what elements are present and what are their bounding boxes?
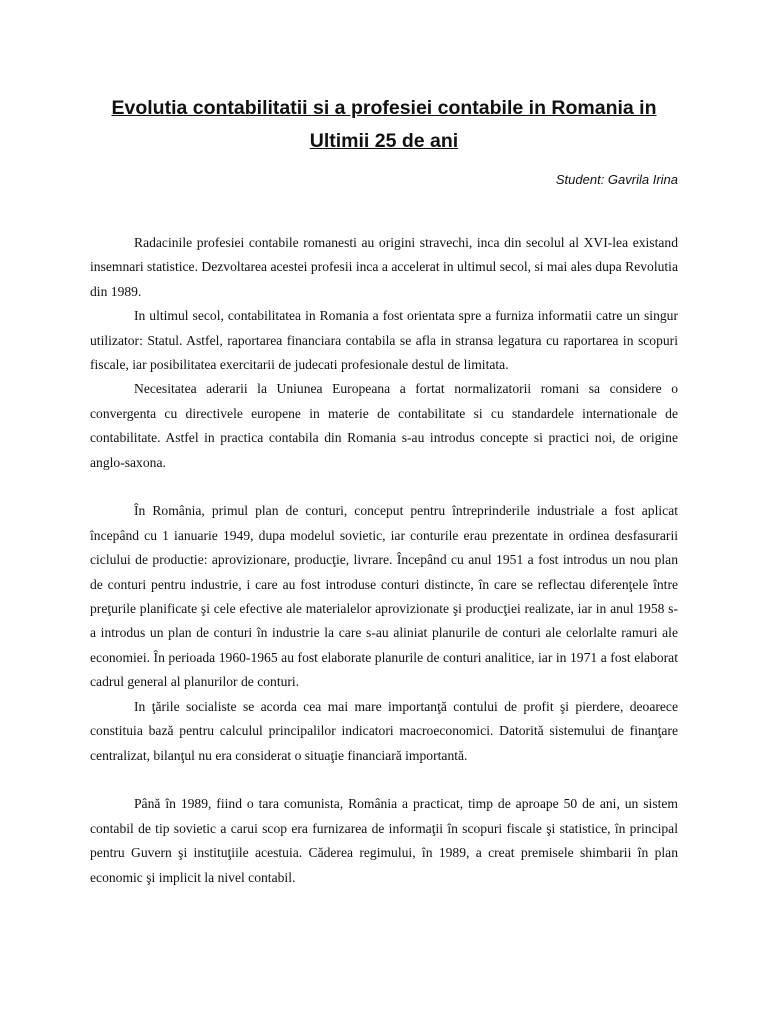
paragraph-2: In ultimul secol, contabilitatea in Romania a fost orientata spre a furniza informatii catre un singur utilizator: Statul. Astfel, raportarea financiara contabila se afla in stransa legatura cu raportarea in scopuri fiscale, iar posibilitatea exercitarii de judecati profesionale destul de limitata. (90, 308, 678, 373)
paragraph-3: Necesitatea aderarii la Uniunea Europeana a fortat normalizatorii romani sa considere o convergenta cu directivele europene in materie de contabilitate si cu standardele internationale de contabilitate. Astfel in practica contabila din Romania s-au introdus concepte si practici noi, de origine anglo-saxona. (90, 381, 678, 470)
title-line-1: Evolutia contabilitatii si a profesiei contabile in Romania in (111, 97, 657, 119)
student-name: Student: Gavrila Irina (555, 172, 678, 187)
paragraph-6: Până în 1989, fiind o tara comunista, România a practicat, timp de aproape 50 de ani, un sistem contabil de tip sovietic a carui scop era furnizarea de informaţii în scopuri fiscale şi statistice, în principal pentru Guvern şi instituţiile acestuia. Căderea regimului, în 1989, a creat premisele shimbarii în plan economic şi implicit la nivel contabil. (90, 796, 678, 885)
document-title (90, 92, 678, 158)
paragraph-5: In ţările socialiste se acorda cea mai mare importanţă contului de profit şi pierdere, deoarece constituia bază pentru calculul principalilor indicatori macroeconomici. Datorită sistemului de finanţare centralizat, bilanţul nu era considerat o situaţie financiară importantă. (90, 698, 678, 763)
title-line-2: Ultimii 25 de ani (309, 130, 459, 152)
paragraph-1: Radacinile profesiei contabile romanesti au origini stravechi, inca din secolul al XVI-lea existand insemnari statistice. Dezvoltarea acestei profesii inca a accelerat in ultimul secol, si mai ales dupa Revolutia din 1989. (90, 235, 678, 299)
paragraph-4: În România, primul plan de conturi, conceput pentru întreprinderile industriale a fost aplicat începând cu 1 ianuarie 1949, dupa modelul sovietic, iar conturile erau prezentate in ordinea desfasurarii ciclului de productie: aprovizionare, producţie, livrare. Începând cu anul 1951 a fost introdus un nou plan de conturi pentru industrie, i care au fost introduse conturi distincte, în care se reflectau diferenţele între preţurile planificate şi cele efective ale materialelor aprovizionate şi producţiei realizate, iar in anul 1958 s-a introdus un plan de conturi în industrie la care s-au aliniat planurile de conturi ale celorlalte ramuri ale economiei. În perioada 1960-1965 au fost elaborate planurile de conturi analitice, iar in 1971 a fost elaborat cadrul general al planurilor de conturi. (90, 503, 678, 690)
document-body (90, 231, 678, 890)
